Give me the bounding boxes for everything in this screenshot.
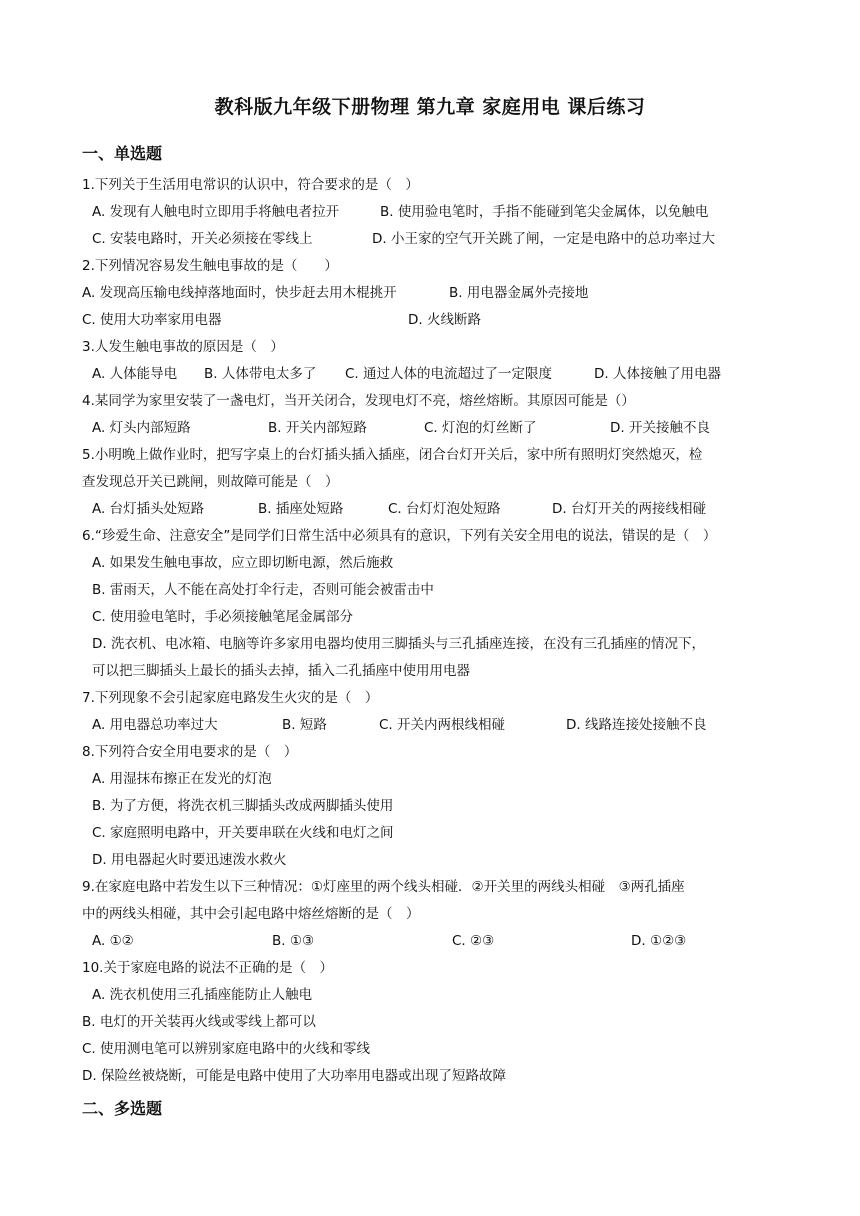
question-7-option-b: B. 短路 (282, 717, 327, 733)
question-1-stem: 1.下列关于生活用电常识的认识中，符合要求的是（ ） (82, 177, 419, 193)
question-9-option-a: A. ①② (92, 933, 134, 949)
question-6-option-d-line-2: 可以把三脚插头上最长的插头去掉，插入二孔插座中使用用电器 (92, 663, 470, 679)
question-1-option-a: A. 发现有人触电时立即用手将触电者拉开 (92, 204, 340, 220)
question-6-option-d-line-1: D. 洗衣机、电冰箱、电脑等许多家用电器均使用三脚插头与三孔插座连接，在没有三孔插座的情况下， (92, 636, 705, 652)
question-2-option-a: A. 发现高压输电线掉落地面时，快步赶去用木棍挑开 (82, 285, 397, 301)
question-5-stem-line-2: 查发现总开关已跳闸，则故障可能是（ ） (82, 474, 339, 490)
question-8-option-b: B. 为了方便，将洗衣机三脚插头改成两脚插头使用 (92, 798, 394, 814)
question-10-option-d: D. 保险丝被烧断，可能是电路中使用了大功率用电器或出现了短路故障 (82, 1068, 506, 1084)
question-9-option-d: D. ①②③ (631, 933, 687, 949)
question-8-option-d: D. 用电器起火时要迅速泼水救火 (92, 852, 287, 868)
question-6-option-c: C. 使用验电笔时，手必须接触笔尾金属部分 (92, 609, 354, 625)
question-2-option-c: C. 使用大功率家用电器 (82, 312, 222, 328)
question-9-stem-line-1: 9.在家庭电路中若发生以下三种情况：①灯座里的两个线头相碰．②开关里的两线头相碰 ③两孔插座 (82, 879, 685, 895)
question-4-option-b: B. 开关内部短路 (268, 420, 367, 436)
section-heading-multiple-choice: 二、多选题 (82, 1099, 163, 1118)
question-9-option-b: B. ①③ (272, 933, 315, 949)
question-10-stem: 10.关于家庭电路的说法不正确的是（ ） (82, 960, 333, 976)
question-5-stem-line-1: 5.小明晚上做作业时，把写字桌上的台灯插头插入插座，闭合台灯开关后，家中所有照明灯突然熄灭，检 (82, 447, 703, 463)
question-5-option-a: A. 台灯插头处短路 (92, 501, 205, 517)
question-7-option-a: A. 用电器总功率过大 (92, 717, 218, 733)
question-1-option-b: B. 使用验电笔时，手指不能碰到笔尖金属体，以免触电 (380, 204, 709, 220)
question-9-option-c: C. ②③ (452, 933, 495, 949)
question-5-option-c: C. 台灯灯泡处短路 (388, 501, 501, 517)
question-7-stem: 7.下列现象不会引起家庭电路发生火灾的是（ ） (82, 690, 379, 706)
question-3-option-d: D. 人体接触了用电器 (594, 366, 721, 382)
question-9-stem-line-2: 中的两线头相碰，其中会引起电路中熔丝熔断的是（ ） (82, 906, 420, 922)
question-8-stem: 8.下列符合安全用电要求的是（ ） (82, 744, 298, 760)
question-10-option-b: B. 电灯的开关装再火线或零线上都可以 (82, 1014, 316, 1030)
question-1-option-d: D. 小王家的空气开关跳了闸，一定是电路中的总功率过大 (372, 231, 715, 247)
question-2-stem: 2.下列情况容易发生触电事故的是（ ） (82, 258, 338, 274)
question-8-option-c: C. 家庭照明电路中，开关要串联在火线和电灯之间 (92, 825, 394, 841)
question-3-option-b: B. 人体带电太多了 (204, 366, 317, 382)
question-4-option-c: C. 灯泡的灯丝断了 (424, 420, 537, 436)
question-7-option-c: C. 开关内两根线相碰 (379, 717, 506, 733)
question-5-option-b: B. 插座处短路 (258, 501, 344, 517)
question-6-stem: 6.“珍爱生命、注意安全”是同学们日常生活中必须具有的意识，下列有关安全用电的说法，错误的是（ ） (82, 528, 717, 544)
question-7-option-d: D. 线路连接处接触不良 (566, 717, 707, 733)
question-5-option-d: D. 台灯开关的两接线相碰 (552, 501, 706, 517)
question-6-option-a: A. 如果发生触电事故，应立即切断电源，然后施救 (92, 555, 394, 571)
question-2-option-d: D. 火线断路 (408, 312, 481, 328)
question-3-option-c: C. 通过人体的电流超过了一定限度 (345, 366, 553, 382)
question-8-option-a: A. 用湿抹布擦正在发光的灯泡 (92, 771, 272, 787)
question-10-option-a: A. 洗衣机使用三孔插座能防止人触电 (92, 987, 313, 1003)
document-title: 教科版九年级下册物理 第九章 家庭用电 课后练习 (214, 96, 646, 118)
question-1-option-c: C. 安装电路时，开关必须接在零线上 (92, 231, 313, 247)
question-4-stem: 4.某同学为家里安装了一盏电灯，当开关闭合，发现电灯不亮，熔丝熔断。其原因可能是（） (82, 393, 635, 409)
question-4-option-a: A. 灯头内部短路 (92, 420, 191, 436)
question-3-option-a: A. 人体能导电 (92, 366, 178, 382)
question-3-stem: 3.人发生触电事故的原因是（ ） (82, 339, 284, 355)
section-heading-single-choice: 一、单选题 (82, 144, 163, 163)
question-2-option-b: B. 用电器金属外壳接地 (449, 285, 589, 301)
question-6-option-b: B. 雷雨天，人不能在高处打伞行走，否则可能会被雷击中 (92, 582, 434, 598)
question-4-option-d: D. 开关接触不良 (610, 420, 710, 436)
question-10-option-c: C. 使用测电笔可以辨别家庭电路中的火线和零线 (82, 1041, 371, 1057)
